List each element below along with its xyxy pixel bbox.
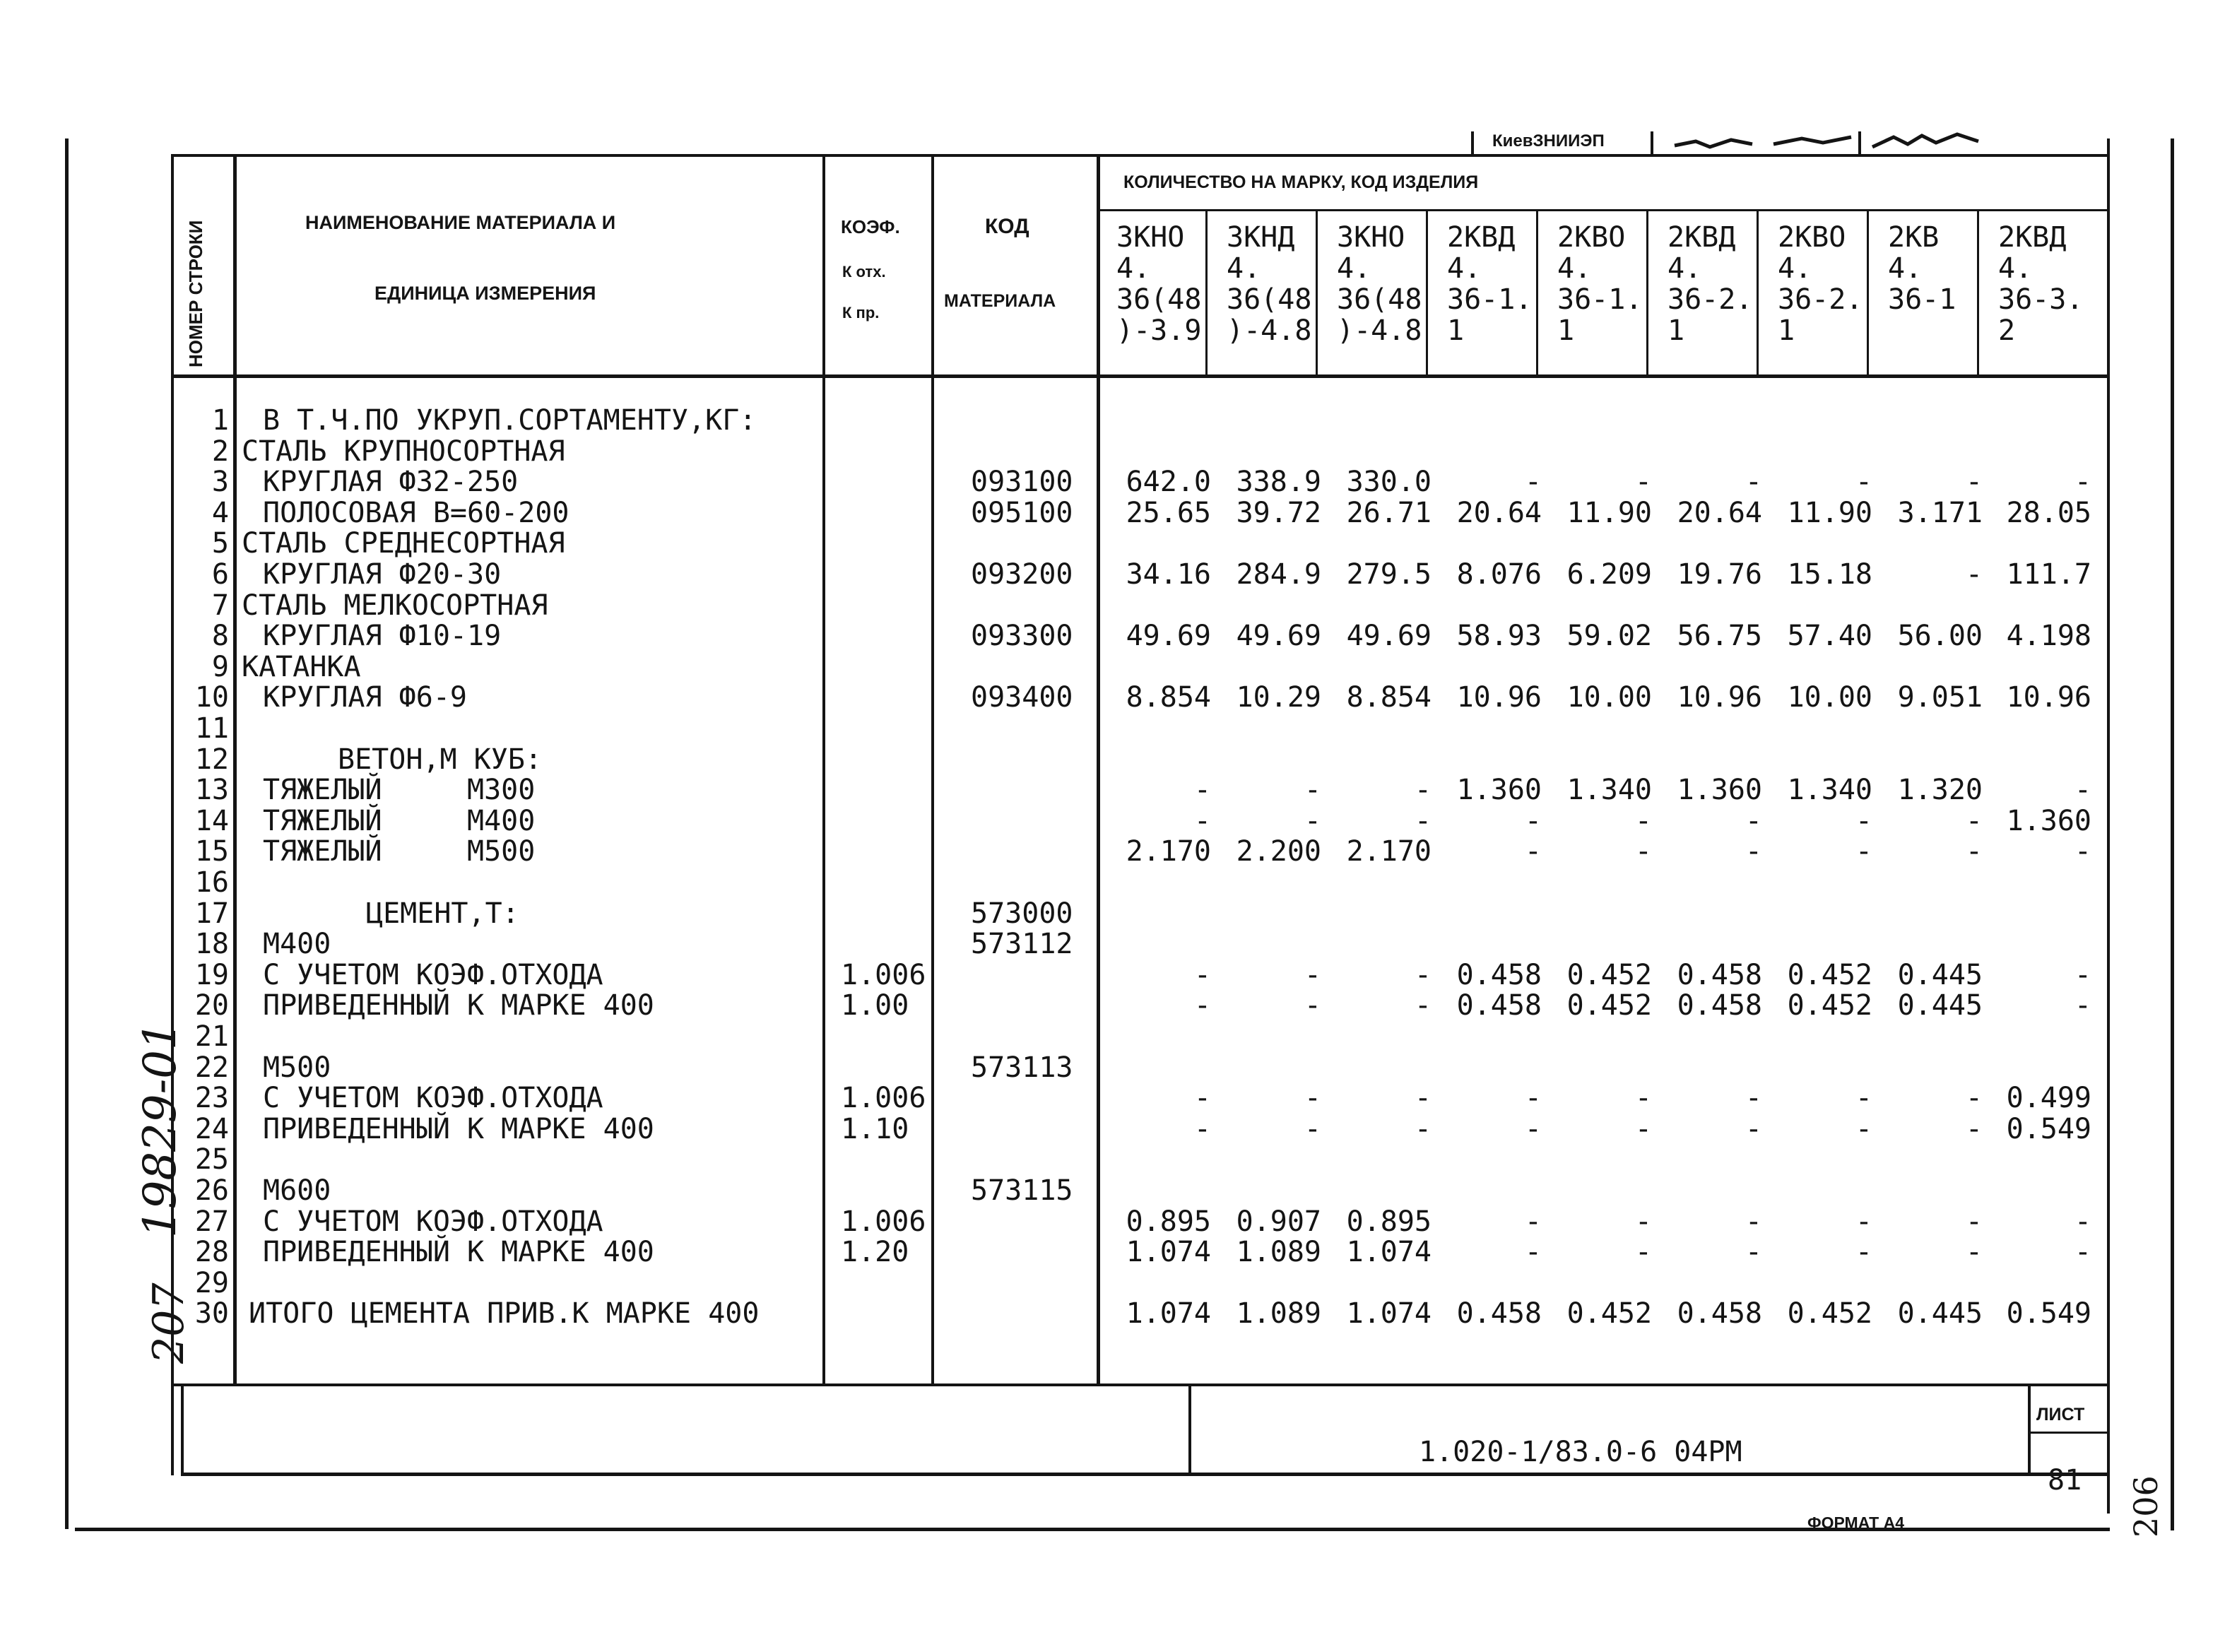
quantity-value: 39.72 (1236, 496, 1321, 529)
row-number: 3 (211, 466, 229, 499)
product-divider (1205, 209, 1208, 377)
quantity-value: - (1855, 804, 1872, 837)
quantity-value: 1.089 (1236, 1297, 1321, 1331)
quantity-value: 0.445 (1897, 989, 1983, 1022)
quantity-value: - (1304, 989, 1321, 1022)
quantity-value: 8.076 (1456, 558, 1542, 591)
quantity-value: - (1634, 1082, 1652, 1115)
sheet-label: ЛИСТ (2036, 1405, 2085, 1424)
quantity-value: - (2074, 835, 2091, 868)
sheet-bottom-line (181, 1473, 2107, 1476)
quantity-value: - (1304, 774, 1321, 807)
row-number: 15 (194, 835, 229, 868)
sheet-box-mid-line (2028, 1432, 2107, 1434)
material-code: 093300 (971, 620, 1073, 653)
row-number: 9 (211, 650, 229, 683)
quantity-value: 10.96 (1456, 681, 1542, 714)
table-row (0, 467, 2237, 497)
coefficient-value: 1.006 (841, 1082, 926, 1115)
quantity-value: 19.76 (1677, 558, 1762, 591)
row-number: 21 (194, 1020, 229, 1053)
row-number: 23 (194, 1082, 229, 1115)
product-divider (1867, 209, 1869, 377)
row-number: 28 (194, 1236, 229, 1269)
quantity-value: - (1634, 1236, 1652, 1269)
quantity-value: - (1193, 1082, 1211, 1115)
quantity-value: - (1965, 1205, 1983, 1238)
quantity-value: - (2074, 989, 2091, 1022)
quantity-value: 25.65 (1126, 496, 1211, 529)
quantity-value: - (1745, 1082, 1762, 1115)
quantity-value: 1.340 (1566, 774, 1652, 807)
material-name: ПОЛОСОВАЯ В=60-200 (263, 496, 569, 529)
coefficient-value: 1.10 (841, 1112, 909, 1145)
table-row (0, 929, 2237, 960)
material-name: С УЧЕТОМ КОЭФ.ОТХОДА (263, 1205, 603, 1238)
material-name: ТЯЖЕЛЫЙ М400 (263, 804, 536, 837)
row-number: 1 (211, 404, 229, 437)
quantity-value: - (1414, 989, 1432, 1022)
quantity-value: - (2074, 466, 2091, 499)
row-number: 20 (194, 989, 229, 1022)
quantity-value: - (1193, 774, 1211, 807)
margin-page-number: 206 (2127, 1475, 2165, 1538)
quantity-value: 330.0 (1346, 466, 1432, 499)
quantity-value: - (1524, 1236, 1542, 1269)
row-number: 30 (194, 1297, 229, 1331)
quantity-value: - (1524, 1082, 1542, 1115)
quantity-value: - (1855, 1082, 1872, 1115)
table-row (0, 960, 2237, 991)
quantity-header: КОЛИЧЕСТВО НА МАРКУ, КОД ИЗДЕЛИЯ (1123, 172, 1479, 192)
quantity-value: 0.907 (1236, 1205, 1321, 1238)
product-header: 2КВ 4. 36-1 (1888, 221, 1956, 316)
stamp-strip-divider (1651, 131, 1653, 155)
quantity-value: 0.458 (1677, 958, 1762, 991)
material-name: СТАЛЬ СРЕДНЕСОРТНАЯ (242, 527, 565, 560)
quantity-value: - (1414, 774, 1432, 807)
quantity-value: - (1965, 1112, 1983, 1145)
coef-header-line1: КОЭФ. (841, 216, 900, 237)
quantity-value: 0.895 (1126, 1205, 1211, 1238)
quantity-value: 1.074 (1126, 1297, 1211, 1331)
quantity-value: 57.40 (1787, 620, 1872, 653)
table-row (0, 1207, 2237, 1237)
document-code: 1.020-1/83.0-6 04РМ (1419, 1436, 1742, 1468)
quantity-value: - (1745, 1205, 1762, 1238)
quantity-value: 15.18 (1787, 558, 1872, 591)
quantity-value: 0.445 (1897, 1297, 1983, 1331)
table-row (0, 1114, 2237, 1145)
quantity-value: 10.00 (1566, 681, 1652, 714)
table-row (0, 652, 2237, 683)
quantity-value: - (1304, 1112, 1321, 1145)
material-code: 573115 (971, 1174, 1073, 1207)
quantity-value: - (1304, 804, 1321, 837)
quantity-value: - (1193, 958, 1211, 991)
quantity-value: 0.895 (1346, 1205, 1432, 1238)
material-name: СТАЛЬ КРУПНОСОРТНАЯ (242, 435, 565, 468)
quantity-value: 11.90 (1787, 496, 1872, 529)
quantity-value: - (1414, 1082, 1432, 1115)
material-code: 093400 (971, 681, 1073, 714)
quantity-value: - (1524, 835, 1542, 868)
row-number: 14 (194, 804, 229, 837)
code-header-line1: КОД (985, 215, 1029, 238)
quantity-value: 2.200 (1236, 835, 1321, 868)
quantity-value: - (1965, 1236, 1983, 1269)
quantity-value: 10.29 (1236, 681, 1321, 714)
quantity-value: 0.549 (2006, 1297, 2091, 1331)
quantity-value: - (2074, 1236, 2091, 1269)
material-name-header-line1: НАИМЕНОВАНИЕ МАТЕРИАЛА И (305, 212, 616, 233)
quantity-value: - (1524, 1112, 1542, 1145)
quantity-value: 0.458 (1456, 989, 1542, 1022)
header-bottom-line (171, 374, 2110, 378)
material-code: 573000 (971, 897, 1073, 930)
row-number: 16 (194, 866, 229, 899)
title-block-divider (1188, 1385, 1191, 1475)
table-row (0, 1083, 2237, 1114)
quantity-value: - (1304, 1082, 1321, 1115)
table-row (0, 714, 2237, 744)
quantity-value: - (1855, 1205, 1872, 1238)
row-number: 7 (211, 589, 229, 622)
table-row (0, 406, 2237, 436)
code-header-line2: МАТЕРИАЛА (944, 291, 1056, 311)
quantity-value: - (2074, 1205, 2091, 1238)
quantity-value: 20.64 (1456, 496, 1542, 529)
row-number: 8 (211, 620, 229, 653)
quantity-value: 0.499 (2006, 1082, 2091, 1115)
quantity-value: - (1634, 1112, 1652, 1145)
quantity-value: 1.360 (1677, 774, 1762, 807)
product-divider (1977, 209, 1979, 377)
material-name: М600 (263, 1174, 331, 1207)
quantity-value: 0.452 (1566, 989, 1652, 1022)
material-name: КРУГЛАЯ Ф6-9 (263, 681, 467, 714)
quantity-value: 28.05 (2006, 496, 2091, 529)
coefficient-value: 1.20 (841, 1236, 909, 1269)
row-number: 13 (194, 774, 229, 807)
row-number: 10 (194, 681, 229, 714)
quantity-value: 0.452 (1566, 1297, 1652, 1331)
material-name: КРУГЛАЯ Ф32-250 (263, 466, 519, 499)
quantity-value: - (1524, 804, 1542, 837)
quantity-value: - (1965, 558, 1983, 591)
side-page-number: 207 (144, 1282, 194, 1364)
quantity-value: 56.00 (1897, 620, 1983, 653)
quantity-value: 34.16 (1126, 558, 1211, 591)
quantity-value: - (1414, 1112, 1432, 1145)
material-name: ТЯЖЕЛЫЙ М500 (263, 835, 536, 868)
table-row (0, 560, 2237, 590)
table-row (0, 868, 2237, 898)
table-row (0, 1268, 2237, 1299)
material-name: КРУГЛАЯ Ф10-19 (263, 620, 502, 653)
product-header: 3КНО 4. 36(48 )-4.8 (1337, 221, 1422, 347)
material-name: ПРИВЕДЕННЫЙ К МАРКЕ 400 (263, 1236, 654, 1269)
table-row (0, 437, 2237, 467)
coefficient-value: 1.006 (841, 958, 926, 991)
table-row (0, 498, 2237, 529)
material-name: ТЯЖЕЛЫЙ М300 (263, 774, 536, 807)
row-number-header: НОМЕР СТРОКИ (185, 220, 206, 367)
quantity-value: 49.69 (1346, 620, 1432, 653)
row-number: 29 (194, 1266, 229, 1299)
quantity-value: 2.170 (1126, 835, 1211, 868)
quantity-value: - (1414, 804, 1432, 837)
quantity-value: 338.9 (1236, 466, 1321, 499)
product-divider (1316, 209, 1318, 377)
quantity-value: - (1855, 1112, 1872, 1145)
quantity-value: 59.02 (1566, 620, 1652, 653)
table-row (0, 621, 2237, 651)
product-divider (1646, 209, 1648, 377)
table-row (0, 591, 2237, 621)
table-row (0, 806, 2237, 837)
quantity-value: 642.0 (1126, 466, 1211, 499)
product-divider (1426, 209, 1428, 377)
quantity-value: 1.074 (1126, 1236, 1211, 1269)
table-row (0, 1145, 2237, 1175)
quantity-value: 58.93 (1456, 620, 1542, 653)
material-name: ПРИВЕДЕННЫЙ К МАРКЕ 400 (263, 1112, 654, 1145)
quantity-value: 9.051 (1897, 681, 1983, 714)
coef-header-line2: К отх. (842, 263, 886, 281)
quantity-value: 26.71 (1346, 496, 1432, 529)
quantity-value: - (1304, 958, 1321, 991)
material-name: С УЧЕТОМ КОЭФ.ОТХОДА (263, 1082, 603, 1115)
quantity-value: 10.00 (1787, 681, 1872, 714)
material-name: КРУГЛАЯ Ф20-30 (263, 558, 502, 591)
table-row (0, 775, 2237, 806)
stamp-org-text: КиевЗНИИЭП (1492, 131, 1605, 151)
row-number: 27 (194, 1205, 229, 1238)
quantity-value: - (1414, 958, 1432, 991)
row-number: 22 (194, 1051, 229, 1084)
table-top-line (171, 154, 2110, 157)
product-header: 3КНД 4. 36(48 )-4.8 (1227, 221, 1312, 347)
quantity-value: 10.96 (2006, 681, 2091, 714)
quantity-value: 1.074 (1346, 1297, 1432, 1331)
row-number: 17 (194, 897, 229, 930)
quantity-value: 0.549 (2006, 1112, 2091, 1145)
body-bottom-line (174, 1383, 2107, 1386)
quantity-value: 10.96 (1677, 681, 1762, 714)
table-row (0, 683, 2237, 713)
row-number: 18 (194, 928, 229, 961)
quantity-value: 111.7 (2006, 558, 2091, 591)
product-header: 2КВО 4. 36-2. 1 (1778, 221, 1863, 347)
row-number: 24 (194, 1112, 229, 1145)
quantity-value: - (1634, 466, 1652, 499)
quantity-value: 0.458 (1456, 958, 1542, 991)
material-name: В Т.Ч.ПО УКРУП.СОРТАМЕНТУ,КГ: (263, 404, 757, 437)
table-row (0, 837, 2237, 867)
quantity-value: - (1965, 1082, 1983, 1115)
quantity-value: 1.089 (1236, 1236, 1321, 1269)
quantity-value: - (1524, 466, 1542, 499)
quantity-value: 0.452 (1787, 958, 1872, 991)
material-name: ИТОГО ЦЕМЕНТА ПРИВ.К МАРКЕ 400 (249, 1297, 760, 1331)
quantity-value: - (1745, 1112, 1762, 1145)
material-code: 573113 (971, 1051, 1073, 1084)
quantity-value: - (1965, 835, 1983, 868)
product-header: 2КВД 4. 36-1. 1 (1447, 221, 1533, 347)
product-header: 3КНО 4. 36(48 )-3.9 (1116, 221, 1202, 347)
product-divider (1536, 209, 1538, 377)
quantity-value: - (1855, 1236, 1872, 1269)
quantity-value: 2.170 (1346, 835, 1432, 868)
quantity-value: 0.452 (1566, 958, 1652, 991)
row-number: 11 (194, 712, 229, 745)
material-code: 573112 (971, 928, 1073, 961)
coef-header-line3: К пр. (842, 304, 880, 321)
quantity-value: - (1193, 804, 1211, 837)
quantity-value: 8.854 (1126, 681, 1211, 714)
quantity-value: 284.9 (1236, 558, 1321, 591)
row-number: 6 (211, 558, 229, 591)
quantity-value: 1.360 (1456, 774, 1542, 807)
material-name: КАТАНКА (242, 650, 361, 683)
quantity-value: 0.445 (1897, 958, 1983, 991)
quantity-caption-line (1097, 209, 2107, 211)
quantity-value: 6.209 (1566, 558, 1652, 591)
quantity-value: 20.64 (1677, 496, 1762, 529)
quantity-value: - (1745, 804, 1762, 837)
stamp-strip-divider (1471, 131, 1474, 155)
quantity-value: 1.340 (1787, 774, 1872, 807)
material-code: 095100 (971, 496, 1073, 529)
quantity-value: - (1524, 1205, 1542, 1238)
table-row (0, 899, 2237, 929)
material-name: СТАЛЬ МЕЛКОСОРТНАЯ (242, 589, 548, 622)
outer-bottom-line (75, 1528, 2110, 1531)
table-row (0, 1237, 2237, 1268)
table-row (0, 529, 2237, 559)
row-number: 19 (194, 958, 229, 991)
title-block-left-line (181, 1385, 184, 1475)
quantity-value: 3.171 (1897, 496, 1983, 529)
row-number: 5 (211, 527, 229, 560)
quantity-value: - (1745, 1236, 1762, 1269)
material-name-header-line2: ЕДИНИЦА ИЗМЕРЕНИЯ (374, 283, 596, 304)
table-row (0, 991, 2237, 1021)
quantity-value: 8.854 (1346, 681, 1432, 714)
quantity-value: - (2074, 958, 2091, 991)
quantity-value: 0.458 (1456, 1297, 1542, 1331)
quantity-value: 0.458 (1677, 989, 1762, 1022)
product-divider (1757, 209, 1759, 377)
format-label: ФОРМАТ А4 (1807, 1514, 1905, 1532)
quantity-value: 56.75 (1677, 620, 1762, 653)
quantity-value: - (1965, 466, 1983, 499)
quantity-value: 0.452 (1787, 1297, 1872, 1331)
quantity-value: - (1745, 835, 1762, 868)
quantity-value: 49.69 (1126, 620, 1211, 653)
material-name: ВЕТОН,М КУБ: (338, 743, 542, 776)
coefficient-value: 1.00 (841, 989, 909, 1022)
material-code: 093200 (971, 558, 1073, 591)
row-number: 25 (194, 1143, 229, 1176)
material-name: М500 (263, 1051, 331, 1084)
quantity-value: 1.074 (1346, 1236, 1432, 1269)
quantity-value: 4.198 (2006, 620, 2091, 653)
table-row (0, 1022, 2237, 1052)
sheet-box-divider (2028, 1385, 2031, 1475)
side-inventory-number: 19829-01 (134, 1021, 187, 1238)
coefficient-value: 1.006 (841, 1205, 926, 1238)
quantity-value: - (1855, 466, 1872, 499)
table-row (0, 1053, 2237, 1083)
quantity-value: 0.458 (1677, 1297, 1762, 1331)
material-name: ЦЕМЕНТ,Т: (366, 897, 519, 930)
row-number: 26 (194, 1174, 229, 1207)
stamp-scribble-icon (1668, 129, 1993, 154)
quantity-value: - (1634, 804, 1652, 837)
quantity-value: 1.320 (1897, 774, 1983, 807)
quantity-value: - (1193, 1112, 1211, 1145)
quantity-value: 279.5 (1346, 558, 1432, 591)
quantity-value: - (1634, 835, 1652, 868)
row-number: 4 (211, 496, 229, 529)
table-row (0, 745, 2237, 775)
quantity-value: - (1965, 804, 1983, 837)
sheet-number: 81 (2048, 1464, 2082, 1497)
row-number: 2 (211, 435, 229, 468)
product-header: 2КВД 4. 36-2. 1 (1668, 221, 1753, 347)
table-row (0, 1176, 2237, 1206)
quantity-value: - (1745, 466, 1762, 499)
material-code: 093100 (971, 466, 1073, 499)
material-name: ПРИВЕДЕННЫЙ К МАРКЕ 400 (263, 989, 654, 1022)
quantity-value: 49.69 (1236, 620, 1321, 653)
quantity-value: 0.452 (1787, 989, 1872, 1022)
product-header: 2КВД 4. 36-3. 2 (1998, 221, 2084, 347)
quantity-value: - (1855, 835, 1872, 868)
material-name: М400 (263, 928, 331, 961)
quantity-value: 1.360 (2006, 804, 2091, 837)
quantity-value: 11.90 (1566, 496, 1652, 529)
table-row (0, 1299, 2237, 1329)
material-name: С УЧЕТОМ КОЭФ.ОТХОДА (263, 958, 603, 991)
quantity-value: - (1634, 1205, 1652, 1238)
row-number: 12 (194, 743, 229, 776)
product-header: 2КВО 4. 36-1. 1 (1557, 221, 1643, 347)
quantity-value: - (1193, 989, 1211, 1022)
quantity-value: - (2074, 774, 2091, 807)
